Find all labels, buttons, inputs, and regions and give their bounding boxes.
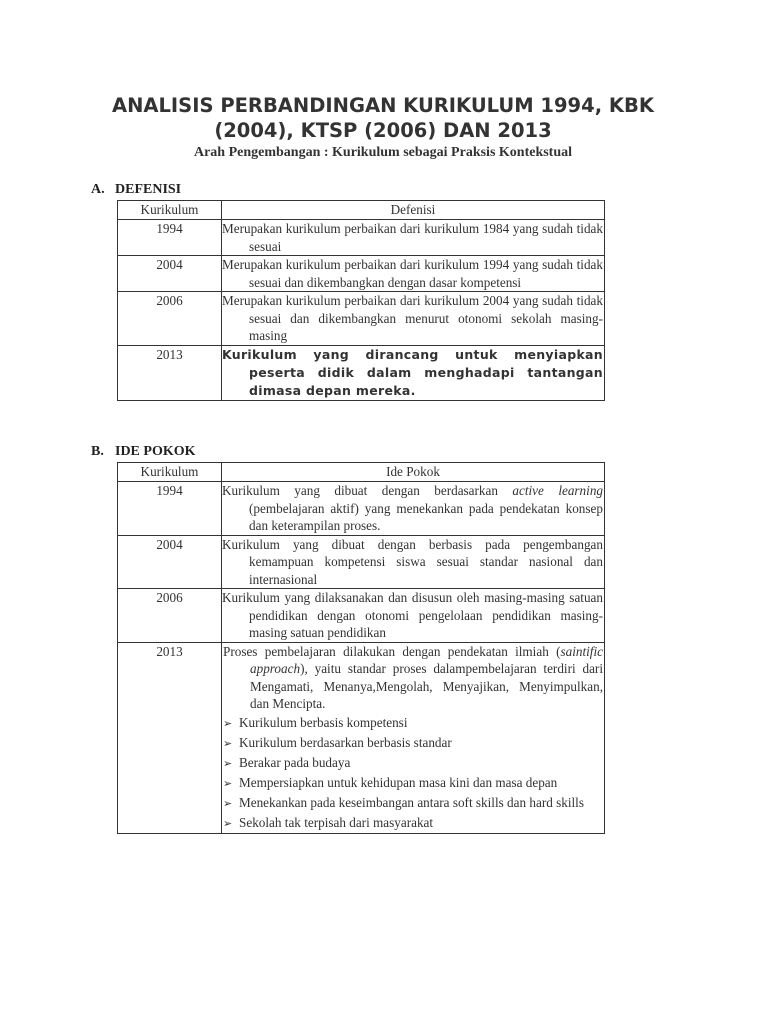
table-header-row (118, 201, 605, 220)
column-header-kurikulum: Kurikulum (118, 201, 222, 220)
column-header-ide-pokok: Ide Pokok (222, 463, 605, 482)
cell-text: (pembelajaran aktif) yang menekankan pada pendekatan konsep dan keterampilan proses. (249, 500, 603, 533)
list-item (223, 773, 603, 793)
bullet-list (223, 713, 603, 833)
year-cell: 2006 (118, 292, 222, 346)
section-b-title: IDE POKOK (115, 444, 196, 459)
list-item-text: Kurikulum berbasis kompetensi (239, 714, 408, 730)
table-row (118, 589, 605, 643)
arrow-bullet-icon: ➢ (223, 816, 233, 830)
arrow-bullet-icon: ➢ (223, 736, 233, 750)
table-row (118, 256, 605, 292)
list-item-text: Menekankan pada keseimbangan antara soft skills dan hard skills (239, 794, 584, 810)
main-idea-table (117, 462, 605, 834)
main-idea-cell: Kurikulum yang dibuat dengan berbasis pada pengembangan kemampuan kompetensi siswa sesuai standar nasional dan internasional (222, 536, 603, 587)
definition-table (117, 200, 605, 401)
section-a-heading (91, 182, 181, 198)
year-cell: 2013 (118, 345, 222, 400)
definition-cell: Merupakan kurikulum perbaikan dari kurikulum 2004 yang sudah tidak sesuai dan dikembangkan menurut otonomi sekolah masing-masing (222, 293, 603, 343)
cell-text: Proses pembelajaran dilakukan dengan pendekatan ilmiah ( (223, 643, 561, 659)
section-b-heading (91, 444, 196, 460)
italic-term: saintific approach (250, 643, 603, 676)
italic-term: active learning (512, 483, 604, 498)
section-a-letter: A. (91, 182, 105, 197)
arrow-bullet-icon: ➢ (223, 776, 233, 790)
cell-text: Kurikulum yang dibuat dengan berdasarkan (222, 483, 513, 498)
main-idea-cell (222, 482, 605, 536)
arrow-bullet-icon: ➢ (223, 716, 233, 730)
definition-cell: Merupakan kurikulum perbaikan dari kurikulum 1994 yang sudah tidak sesuai dan dikembangkan dengan dasar kompetensi (222, 257, 603, 290)
table-header-row (118, 463, 605, 482)
table-row (118, 345, 605, 400)
table-row (118, 292, 605, 346)
cell-text: ), yaitu standar proses dalampembelajaran terdiri dari Mengamati, Menanya,Mengolah, Menyajikan, Menyimpulkan, dan Mencipta. (250, 661, 603, 711)
list-item-text: Berakar pada budaya (239, 754, 351, 770)
table-row (118, 535, 605, 589)
arrow-bullet-icon: ➢ (223, 756, 233, 770)
main-idea-cell: Kurikulum yang dilaksanakan dan disusun oleh masing-masing satuan pendidikan dengan otonomi pengelolaan pendidikan masing-masing satuan pendidikan (222, 590, 603, 640)
list-item-text: Kurikulum berdasarkan berbasis standar (239, 734, 452, 750)
table-row (118, 642, 605, 833)
column-header-kurikulum: Kurikulum (118, 463, 222, 482)
document-title: ANALISIS PERBANDINGAN KURIKULUM 1994, KBK (2004), KTSP (2006) DAN 2013 (112, 94, 654, 142)
section-a-title: DEFENISI (115, 182, 182, 197)
definition-cell: Merupakan kurikulum perbaikan dari kurikulum 1984 yang sudah tidak sesuai (222, 221, 603, 254)
list-item (223, 813, 603, 833)
main-idea-cell (222, 642, 605, 833)
table-row (118, 482, 605, 536)
list-item (223, 793, 603, 813)
list-item-text: Mempersiapkan untuk kehidupan masa kini dan masa depan (239, 774, 558, 790)
column-header-defenisi: Defenisi (222, 201, 605, 220)
year-cell: 2004 (118, 535, 222, 589)
year-cell: 2004 (118, 256, 222, 292)
list-item (223, 713, 603, 733)
table-row (118, 220, 605, 256)
year-cell: 1994 (118, 220, 222, 256)
year-cell: 2013 (118, 642, 222, 833)
definition-cell: Kurikulum yang dirancang untuk menyiapkan peserta didik dalam menghadapi tantangan dimasa depan mereka. (222, 345, 605, 400)
list-item-text: Sekolah tak terpisah dari masyarakat (239, 814, 434, 830)
year-cell: 1994 (118, 482, 222, 536)
arrow-bullet-icon: ➢ (223, 796, 233, 810)
document-subtitle: Arah Pengembangan : Kurikulum sebagai Praksis Kontekstual (193, 145, 573, 160)
year-cell: 2006 (118, 589, 222, 643)
list-item (223, 733, 603, 753)
list-item (223, 753, 603, 773)
section-b-letter: B. (91, 444, 104, 459)
cell-paragraph (223, 643, 603, 713)
